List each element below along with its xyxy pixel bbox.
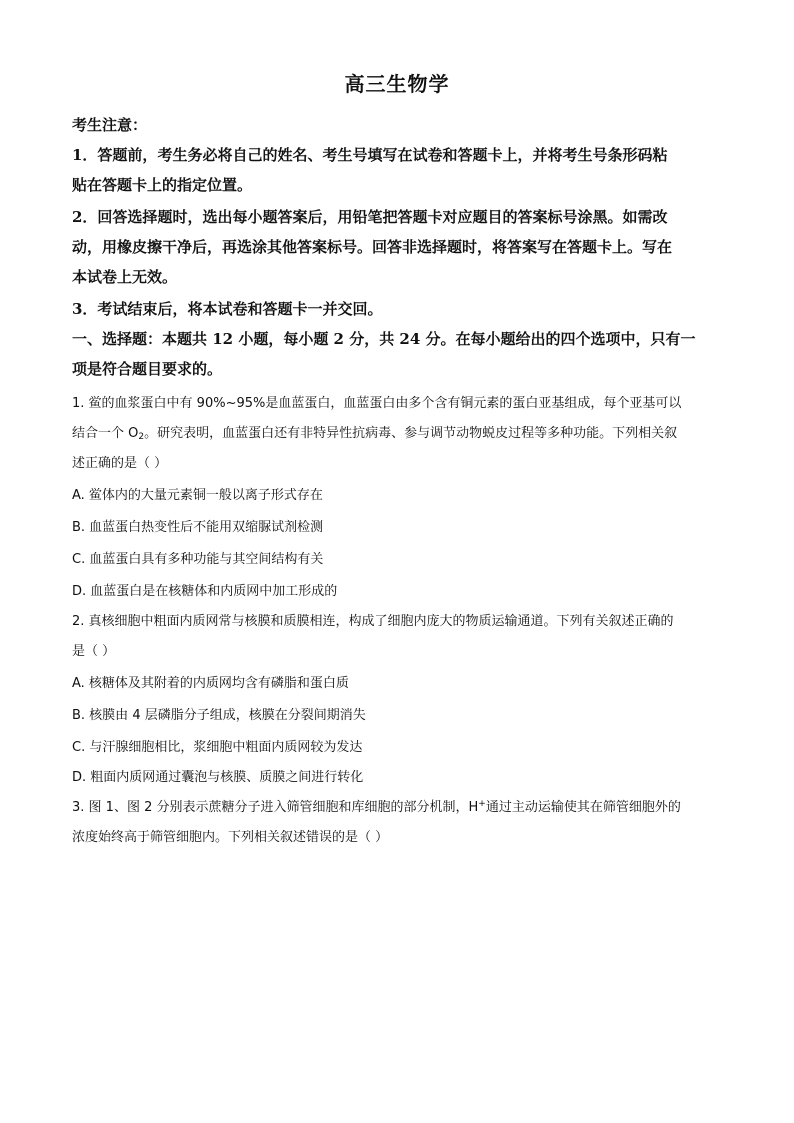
notice-item-2-line-1: 2．回答选择题时，选出每小题答案后，用铅笔把答题卡对应题目的答案标号涂黑。如需改 — [72, 208, 668, 226]
question-1-line-2 — [72, 422, 732, 442]
section-1-heading-line-2: 项是符合题目要求的。 — [72, 360, 223, 378]
section-1-heading-line-1: 一、选择题：本题共 12 小题，每小题 2 分，共 24 分。在每小题给出的四个选项中，只有一 — [72, 330, 696, 348]
oxygen-subscript: 2 — [138, 432, 145, 442]
hydrogen-ion-superscript: + — [478, 799, 486, 809]
question-2-option-c: C. 与汗腺细胞相比，浆细胞中粗面内质网较为发达 — [72, 740, 363, 755]
notice-item-2-line-2: 动，用橡皮擦干净后，再选涂其他答案标号。回答非选择题时，将答案写在答题卡上。写在 — [72, 238, 673, 256]
question-2-option-d: D. 粗面内质网通过囊泡与核膜、质膜之间进行转化 — [72, 770, 364, 785]
question-1-option-a: A. 鲎体内的大量元素铜一般以离子形式存在 — [72, 488, 323, 503]
question-2-option-a: A. 核糖体及其附着的内质网均含有磷脂和蛋白质 — [72, 676, 349, 691]
notice-item-1-line-1: 1．答题前，考生务必将自己的姓名、考生号填写在试卷和答题卡上，并将考生号条形码粘 — [72, 146, 668, 164]
notice-item-1-line-2: 贴在答题卡上的指定位置。 — [72, 176, 253, 194]
question-3-line-1 — [72, 796, 732, 815]
question-1-line-1: 1. 鲎的血浆蛋白中有 90%~95%是血蓝蛋白，血蓝蛋白由多个含有铜元素的蛋白亚基组成，每个亚基可以 — [72, 396, 682, 411]
question-1-line-3: 述正确的是（ ） — [72, 456, 168, 471]
question-1-line-2-pre: 结合一个 O — [72, 426, 139, 441]
notice-heading: 考生注意： — [72, 116, 148, 134]
question-3-line-1-post: 通过主动运输使其在筛管细胞外的 — [485, 800, 681, 815]
question-2-line-2: 是（ ） — [72, 644, 116, 659]
question-3-line-2: 浓度始终高于筛管细胞内。下列相关叙述错误的是（ ） — [72, 830, 389, 845]
notice-item-3-line-1: 3．考试结束后，将本试卷和答题卡一并交回。 — [72, 300, 383, 318]
question-1-line-2-post: 。研究表明，血蓝蛋白还有非特异性抗病毒、参与调节动物蜕皮过程等多种功能。下列相关叙 — [144, 426, 678, 441]
question-2-line-1: 2. 真核细胞中粗面内质网常与核膜和质膜相连，构成了细胞内庞大的物质运输通道。下列有关叙述正确的 — [72, 614, 674, 629]
question-2-option-b: B. 核膜由 4 层磷脂分子组成，核膜在分裂间期消失 — [72, 708, 366, 723]
question-1-option-c: C. 血蓝蛋白具有多种功能与其空间结构有关 — [72, 552, 324, 567]
question-1-option-d: D. 血蓝蛋白是在核糖体和内质网中加工形成的 — [72, 584, 338, 599]
notice-item-2-line-3: 本试卷上无效。 — [72, 268, 178, 286]
question-1-option-b: B. 血蓝蛋白热变性后不能用双缩脲试剂检测 — [72, 520, 324, 535]
page-title: 高三生物学 — [344, 72, 450, 96]
question-3-line-1-pre: 3. 图 1、图 2 分别表示蔗糖分子进入筛管细胞和库细胞的部分机制，H — [72, 800, 479, 815]
